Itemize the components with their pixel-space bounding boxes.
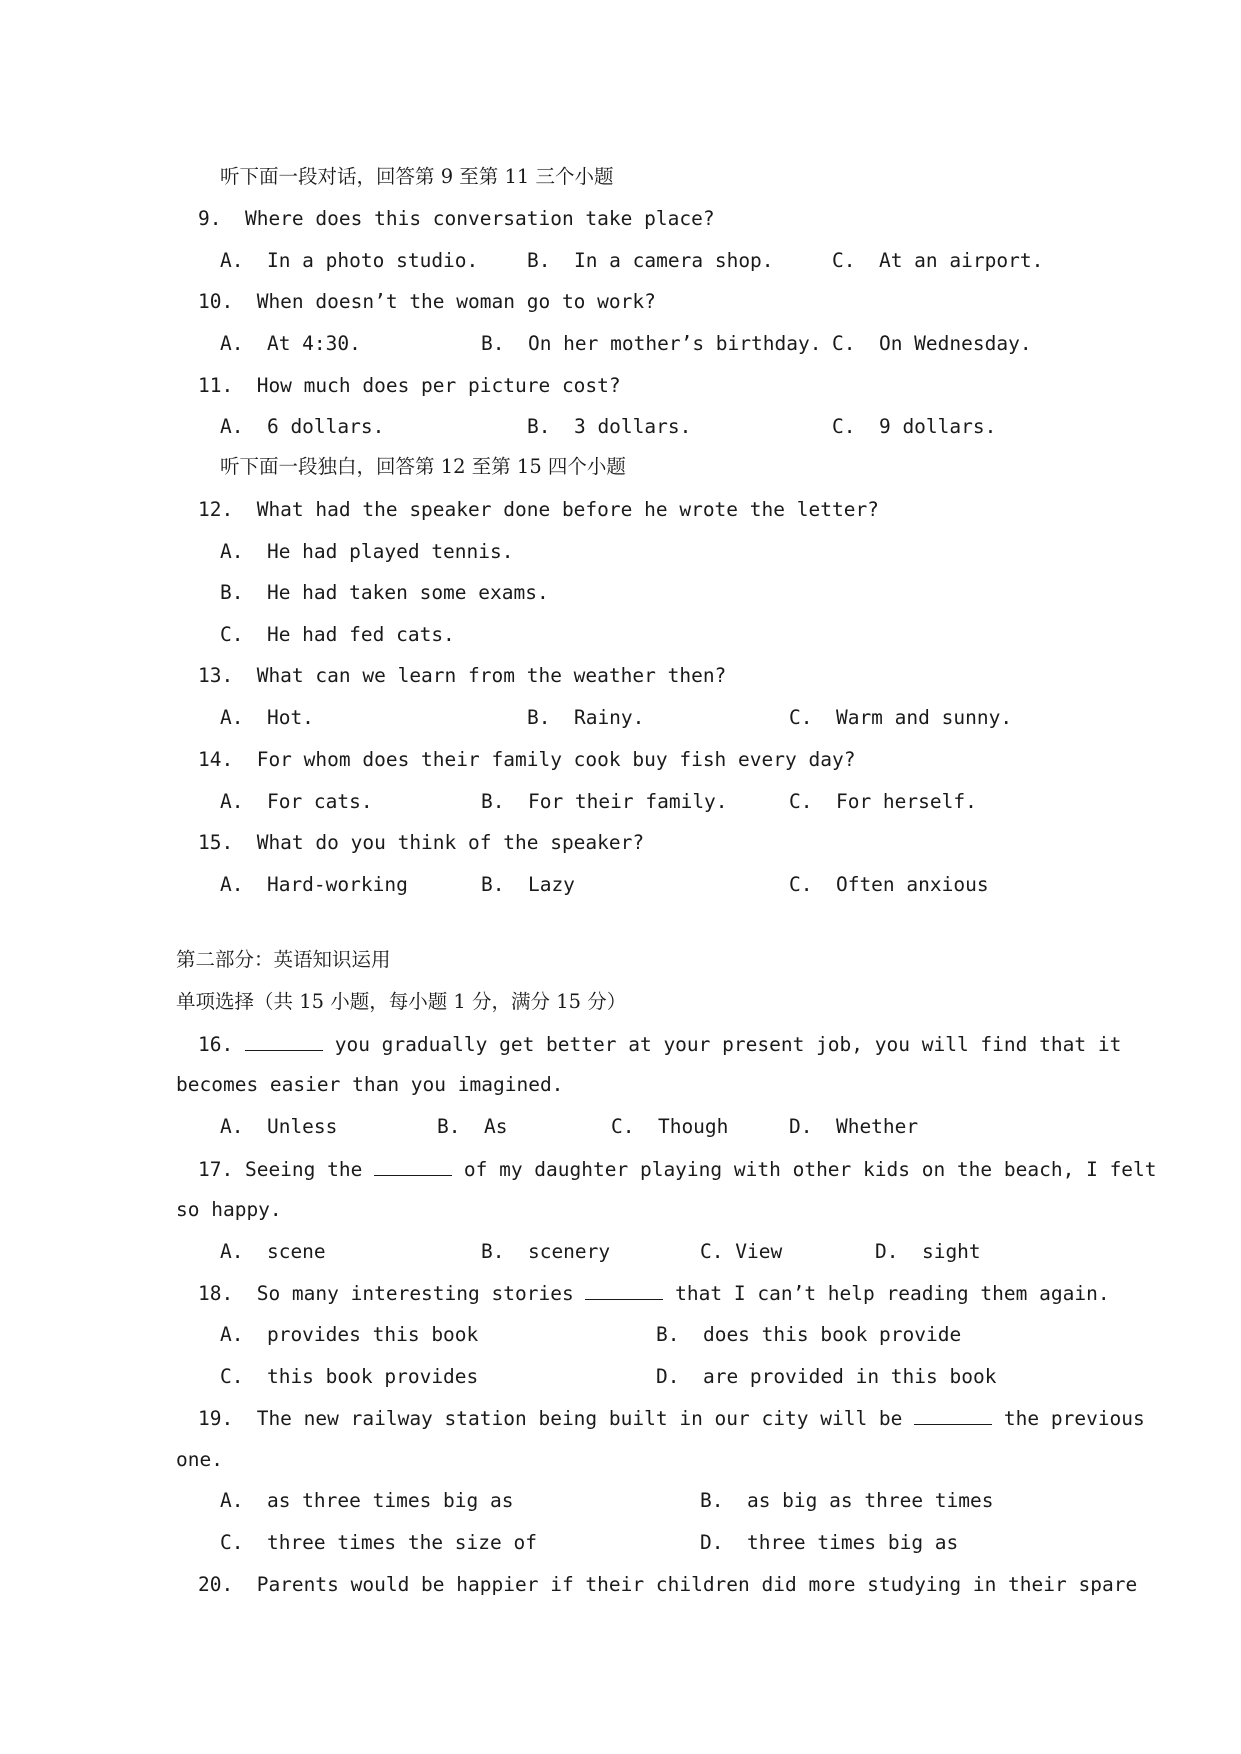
question-17-option-a: A. scene [220,1240,326,1263]
answer-blank [245,1032,323,1051]
question-18-option-b: B. does this book provide [656,1323,962,1346]
section-2-subtitle: 单项选择（共 15 小题，每小题 1 分，满分 15 分） [176,990,627,1013]
question-19-option-d: D. three times big as [700,1531,959,1554]
question-17-continuation: so happy. [176,1198,282,1221]
question-12-option-a: A. He had played tennis. [220,540,514,563]
question-16-number: 16. [198,1033,234,1056]
question-16-option-d: D. Whether [789,1115,919,1138]
question-12-stem: 12. What had the speaker done before he wrote the letter? [198,498,879,521]
question-19-option-b: B. as big as three times [700,1489,994,1512]
question-19-option-c: C. three times the size of [220,1531,537,1554]
question-15-stem: 15. What do you think of the speaker? [198,831,645,854]
question-19-option-a: A. as three times big as [220,1489,514,1512]
question-12-option-c: C. He had fed cats. [220,623,455,646]
question-16-option-a: A. Unless [220,1115,338,1138]
question-19-stem [198,1406,1145,1431]
question-17-text: of my daughter playing with other kids on the beach, I felt [452,1158,1157,1181]
question-17-option-d: D. sight [875,1240,981,1263]
question-10-option-c: C. On Wednesday. [832,332,1032,355]
question-18-option-c: C. this book provides [220,1365,479,1388]
question-11-stem: 11. How much does per picture cost? [198,374,621,397]
answer-blank [374,1157,452,1176]
question-16-continuation: becomes easier than you imagined. [176,1073,564,1096]
answer-blank [914,1406,992,1425]
question-11-option-b: B. 3 dollars. [527,415,692,438]
question-16-text: you gradually get better at your present job, you will find that it [322,1033,1122,1056]
question-20-stem: 20. Parents would be happier if their children did more studying in their spare [198,1573,1138,1596]
question-18-lead: 18. So many interesting stories [198,1282,574,1305]
section-2-title: 第二部分：英语知识运用 [176,948,391,971]
question-17-option-b: B. scenery [481,1240,611,1263]
question-9-option-a: A. In a photo studio. [220,249,479,272]
question-18-option-a: A. provides this book [220,1323,479,1346]
question-18-stem [198,1281,1110,1306]
question-17-stem [198,1157,1157,1182]
answer-blank [585,1281,663,1300]
question-11-option-c: C. 9 dollars. [832,415,997,438]
listening-intro-12-15: 听下面一段独白，回答第 12 至第 15 四个小题 [220,455,626,478]
question-13-option-c: C. Warm and sunny. [789,706,1013,729]
question-9-option-b: B. In a camera shop. [527,249,774,272]
question-14-option-a: A. For cats. [220,790,373,813]
question-18-text: that I can’t help reading them again. [663,1282,1110,1305]
question-12-option-b: B. He had taken some exams. [220,581,549,604]
question-17-option-c: C. View [700,1240,783,1263]
question-15-option-a: A. Hard-working [220,873,408,896]
question-9-option-c: C. At an airport. [832,249,1044,272]
question-14-stem: 14. For whom does their family cook buy fish every day? [198,748,856,771]
question-19-text: the previous [992,1407,1145,1430]
question-10-option-a: A. At 4:30. [220,332,361,355]
question-18-option-d: D. are provided in this book [656,1365,997,1388]
question-14-option-b: B. For their family. [481,790,728,813]
question-13-option-b: B. Rainy. [527,706,645,729]
question-10-option-b: B. On her mother’s birthday. [481,332,822,355]
question-19-continuation: one. [176,1448,223,1471]
question-17-lead: 17. Seeing the [198,1158,363,1181]
listening-intro-9-11: 听下面一段对话，回答第 9 至第 11 三个小题 [220,165,614,188]
question-10-stem: 10. When doesn’t the woman go to work? [198,290,656,313]
question-19-lead: 19. The new railway station being built in our city will be [198,1407,903,1430]
question-16-option-c: C. Though [611,1115,729,1138]
question-16-option-b: B. As [437,1115,508,1138]
question-15-option-b: B. Lazy [481,873,575,896]
question-15-option-c: C. Often anxious [789,873,989,896]
question-16-stem [198,1032,1121,1057]
question-13-stem: 13. What can we learn from the weather then? [198,664,727,687]
question-14-option-c: C. For herself. [789,790,977,813]
question-9-stem: 9. Where does this conversation take place? [198,207,715,230]
question-11-option-a: A. 6 dollars. [220,415,385,438]
question-13-option-a: A. Hot. [220,706,314,729]
